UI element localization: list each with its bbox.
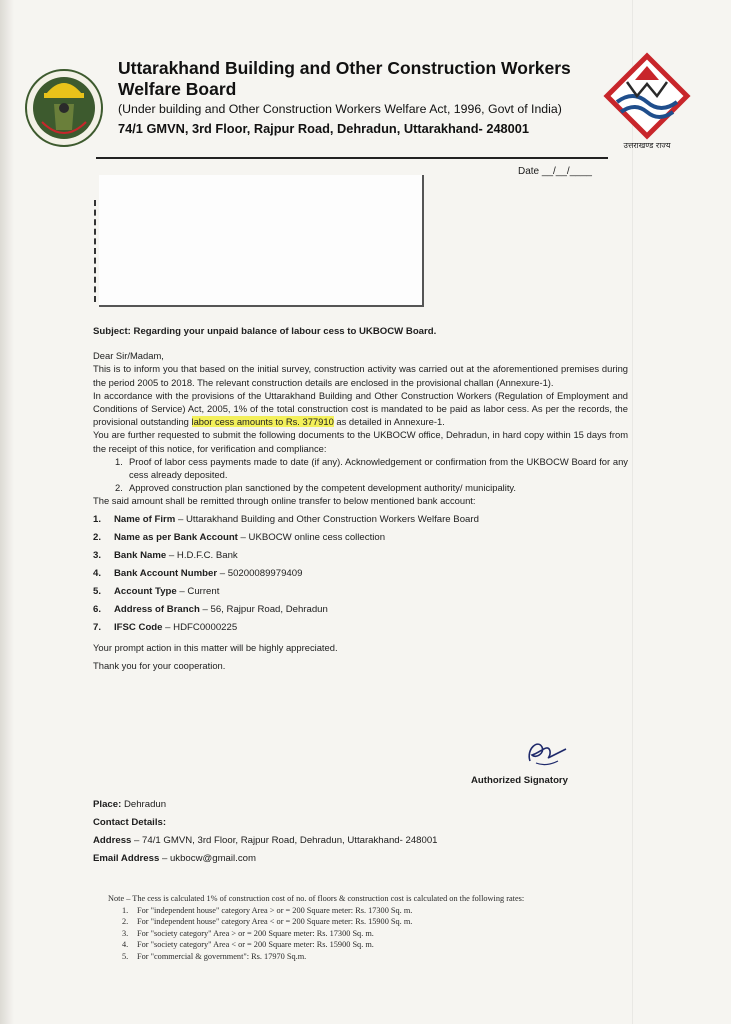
list-item-text: Approved construction plan sanctioned by the competent development authority/ municipality. — [129, 482, 517, 494]
list-item-number: 5. — [93, 585, 102, 597]
list-item — [122, 939, 598, 951]
bank-field-label: Address of Branch — [114, 603, 200, 615]
bank-field-label: Name as per Bank Account — [114, 531, 238, 543]
list-item — [93, 619, 628, 637]
paragraph-survey: This is to inform you that based on the initial survey, construction activity was carried out at the aforementioned premises during the period 2005 to 2018. The relevant construction details are enclosed in the provisional challan (Annexure-1). — [93, 363, 628, 388]
list-item-number: 7. — [93, 621, 102, 633]
closing-lines — [93, 639, 628, 675]
letterhead — [0, 0, 731, 160]
bank-field-value: – H.D.F.C. Bank — [166, 549, 238, 561]
contact-block — [93, 796, 438, 868]
email-line — [93, 850, 438, 868]
header-divider — [96, 157, 608, 159]
organization-name: Uttarakhand Building and Other Construction Workers Welfare Board — [118, 58, 571, 99]
list-item-text: For "independent house" category Area < or = 200 Square meter: Rs. 15900 Sq. m. — [137, 917, 413, 927]
list-item-text: For "independent house" category Area > or = 200 Square meter: Rs. 17300 Sq. m. — [137, 905, 413, 915]
uttarakhand-state-logo — [603, 52, 691, 152]
redacted-recipient-address — [99, 175, 424, 307]
bank-field-label: Account Type — [114, 585, 177, 597]
rate-list — [108, 905, 598, 963]
list-item-number: 4. — [122, 940, 129, 950]
list-item — [122, 928, 598, 940]
bank-intro: The said amount shall be remitted through online transfer to below mentioned bank account: — [93, 495, 476, 507]
closing-thanks: Thank you for your cooperation. — [93, 659, 226, 671]
note-intro: Note – The cess is calculated 1% of construction cost of no. of floors & construction cost is calculated on the following rates: — [108, 894, 525, 903]
list-item-number: 5. — [122, 951, 129, 961]
letter-subject: Subject: Regarding your unpaid balance of labour cess to UKBOCW Board. — [93, 326, 437, 337]
paragraph-cess-pre: In accordance with the provisions of the Uttarakhand Building and Other Construction Workers (Regulation of Employment and Conditions of Service) Act, 2005, 1% of the total construction cost is mandated to be paid as labor cess. As per the records, the provisional outstanding — [93, 389, 628, 428]
place-line — [93, 796, 438, 814]
list-item-number: 1. — [115, 455, 123, 467]
required-documents-list — [93, 455, 628, 495]
authorized-signatory-label: Authorized Signatory — [471, 775, 569, 786]
closing-appreciation: Your prompt action in this matter will be highly appreciated. — [93, 641, 338, 653]
organization-address: 74/1 GMVN, 3rd Floor, Rajpur Road, Dehradun, Uttarakhand- 248001 — [118, 121, 530, 136]
address-value: – 74/1 GMVN, 3rd Floor, Rajpur Road, Dehradun, Uttarakhand- 248001 — [131, 835, 438, 846]
list-item-number: 1. — [122, 905, 129, 915]
list-item-number: 4. — [93, 567, 102, 579]
paragraph-documents-request: You are further requested to submit the following documents to the UKBOCW office, Dehradun, in hard copy within 15 days from the receipt of this notice, for verification and compliance: — [93, 429, 628, 454]
bank-field-value: – 50200089979409 — [217, 567, 303, 579]
list-item — [93, 565, 628, 583]
act-reference: (Under building and Other Construction Workers Welfare Act, 1996, Govt of India) — [118, 102, 562, 116]
list-item-text: For "society category" Area < or = 200 Square meter: Rs. 15900 Sq. m. — [137, 940, 374, 950]
list-item — [93, 601, 628, 619]
list-item — [115, 455, 628, 481]
list-item-text: Proof of labor cess payments made to date (if any). Acknowledgement or confirmation from the UKBOCW Board for any cess already deposited. — [129, 455, 628, 481]
paragraph-cess-amount — [93, 389, 628, 429]
list-item — [93, 583, 628, 601]
list-item — [122, 905, 598, 917]
list-item — [122, 951, 598, 963]
email-value: – ukbocw@gmail.com — [159, 853, 256, 864]
bank-field-label: Bank Name — [114, 549, 167, 561]
highlighted-cess-amount: labor cess amounts to Rs. 377910 — [191, 416, 334, 428]
bank-field-value: – UKBOCW online cess collection — [237, 531, 386, 543]
address-line — [93, 832, 438, 850]
board-emblem-logo — [24, 64, 104, 150]
bank-field-value: – 56, Rajpur Road, Dehradun — [199, 603, 328, 615]
list-item-number: 2. — [93, 531, 102, 543]
list-item-text: For "commercial & government": Rs. 17970 Sq.m. — [137, 951, 307, 961]
contact-details-label: Contact Details: — [93, 817, 167, 828]
letter-body — [93, 325, 628, 675]
list-item — [93, 511, 628, 529]
bank-field-value: – Current — [176, 585, 220, 597]
paragraph-cess-post: as detailed in Annexure-1. — [333, 416, 445, 428]
cess-rate-note — [108, 893, 598, 963]
bank-field-label: Name of Firm — [114, 513, 176, 525]
email-label: Email Address — [93, 853, 160, 864]
list-item-number: 1. — [93, 513, 102, 525]
list-item-number: 2. — [115, 482, 123, 494]
bank-field-value: – HDFC0000225 — [162, 621, 238, 633]
list-item — [115, 481, 628, 494]
date-field: Date __/__/____ — [518, 166, 592, 177]
address-label: Address — [93, 835, 132, 846]
list-item-number: 6. — [93, 603, 102, 615]
list-item-number: 3. — [93, 549, 102, 561]
state-logo-caption: उत्तराखण्ड राज्य — [623, 141, 671, 150]
list-item-number: 2. — [122, 917, 129, 927]
bank-field-label: IFSC Code — [114, 621, 163, 633]
handwritten-signature — [520, 735, 570, 771]
list-item — [122, 916, 598, 928]
bank-details-list — [93, 511, 628, 637]
list-item — [93, 547, 628, 565]
place-label: Place: — [93, 799, 122, 810]
place-value: Dehradun — [121, 799, 167, 810]
list-item-text: For "society category" Area > or = 200 Square meter: Rs. 17300 Sq. m. — [137, 928, 374, 938]
salutation: Dear Sir/Madam, — [93, 350, 164, 362]
list-item — [93, 529, 628, 547]
list-item-number: 3. — [122, 928, 129, 938]
bank-field-value: – Uttarakhand Building and Other Construction Workers Welfare Board — [175, 513, 479, 525]
bank-field-label: Bank Account Number — [114, 567, 218, 579]
contact-details-heading — [93, 814, 438, 832]
